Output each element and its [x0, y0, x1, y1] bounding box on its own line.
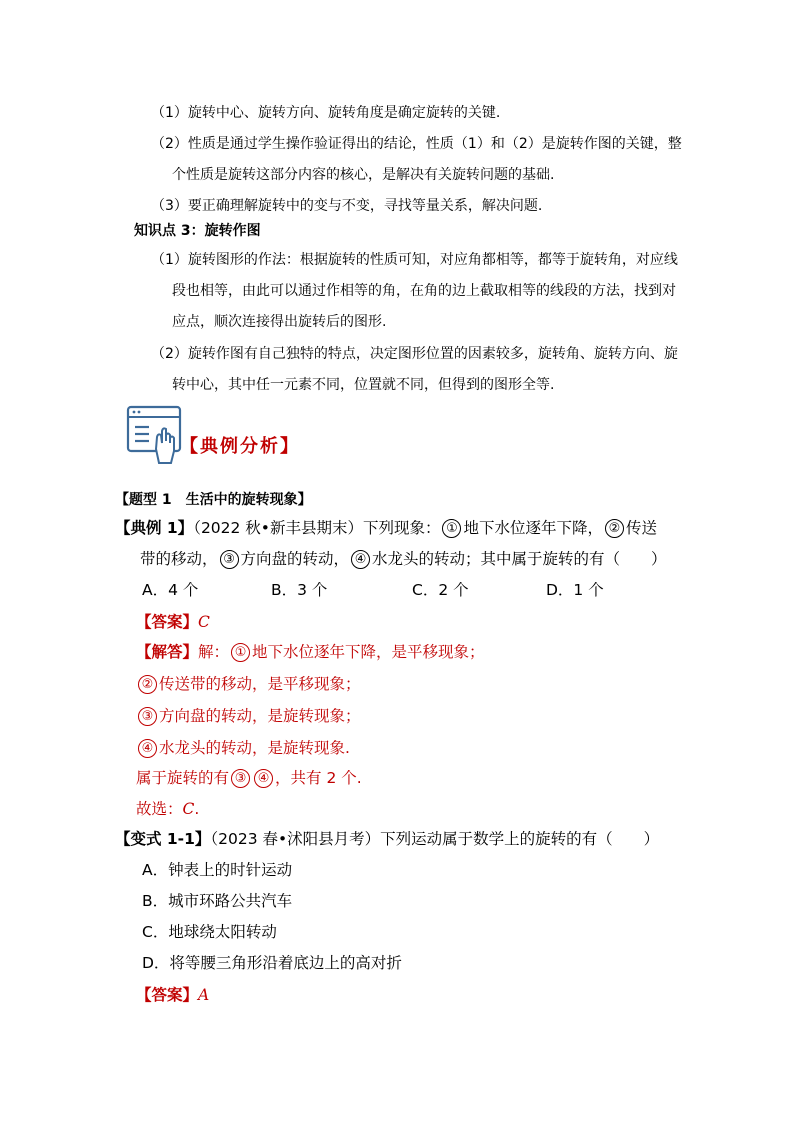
circled-number-2: ②: [605, 519, 624, 538]
variant-1-1-question: 【变式 1-1】（2023 春•沭阳县月考）下列运动属于数学上的旋转的有（ ）: [115, 830, 660, 848]
drawing-method-line1: （1）旋转图形的作法：根据旋转的性质可知，对应角都相等，都等于旋转角，对应线: [151, 252, 678, 268]
solution-summary: 属于旋转的有 ③ ④ ，共有 2 个.: [136, 769, 362, 787]
drawing-feature-line1: （2）旋转作图有自己独特的特点，决定图形位置的因素较多，旋转角、旋转方向、旋: [151, 346, 678, 362]
variant-option-c: C．地球绕太阳转动: [142, 923, 277, 941]
variant-answer-line: [136, 985, 209, 1005]
circled-number-3: ③: [220, 550, 239, 569]
question-type-title: 【题型 1 生活中的旋转现象】: [115, 492, 312, 508]
property-note-line2: 个性质是旋转这部分内容的核心，是解决有关旋转问题的基础.: [172, 167, 555, 183]
knowledge-point-3-title: 知识点 3：旋转作图: [134, 223, 261, 239]
window-pointer-icon: [126, 405, 186, 465]
solution-line3: ③ 方向盘的转动，是旋转现象；: [136, 706, 361, 726]
option-a: A．4 个: [142, 581, 199, 599]
example-1-line1: 【典例 1】（2022 秋•新丰县期末）下列现象： ① 地下水位逐年下降， ② 传送: [115, 519, 657, 537]
drawing-method-line3: 应点，顺次连接得出旋转后的图形.: [172, 314, 387, 330]
variant-option-d: D．将等腰三角形沿着底边上的高对折: [142, 954, 402, 972]
banner-title: 【典例分析】: [180, 436, 300, 457]
circled-number-1: ①: [442, 519, 461, 538]
drawing-method-line2: 段也相等，由此可以通过作相等的角，在角的边上截取相等的线段的方法，找到对: [172, 283, 676, 299]
option-b: B．3 个: [271, 581, 328, 599]
solution-label: 【解答】: [136, 643, 199, 661]
rotation-key-note: （1）旋转中心、旋转方向、旋转角度是确定旋转的关键.: [151, 105, 501, 121]
variant-answer-label: 【答案】: [136, 986, 199, 1004]
answer-label: 【答案】: [136, 613, 199, 631]
property-note-line1: （2）性质是通过学生操作验证得出的结论，性质（1）和（2）是旋转作图的关键，整: [151, 136, 682, 152]
variant-option-a: A．钟表上的时针运动: [142, 861, 293, 879]
variant-1-1-label: 【变式 1-1】: [115, 830, 211, 848]
example-1-line2: 带的移动， ③ 方向盘的转动， ④ 水龙头的转动；其中属于旋转的有（ ）: [140, 550, 667, 568]
solution-line1: 【解答】解： ① 地下水位逐年下降，是平移现象；: [136, 643, 485, 661]
option-c: C．2 个: [412, 581, 469, 599]
circled-number-4: ④: [351, 550, 370, 569]
variance-note: （3）要正确理解旋转中的变与不变，寻找等量关系，解决问题.: [151, 198, 543, 214]
drawing-feature-line2: 转中心，其中任一元素不同，位置就不同，但得到的图形全等.: [172, 377, 555, 393]
answer-line: [136, 612, 210, 632]
answer-value: C: [198, 613, 210, 631]
variant-answer-value: A: [198, 986, 210, 1004]
solution-line2: ② 传送带的移动，是平移现象；: [136, 674, 361, 694]
option-d: D．1 个: [546, 581, 604, 599]
example-1-label: 【典例 1】: [115, 519, 194, 537]
solution-choice: 故选：C.: [136, 800, 200, 818]
variant-option-b: B．城市环路公共汽车: [142, 892, 293, 910]
solution-line4: ④ 水龙头的转动，是旋转现象.: [136, 738, 350, 758]
